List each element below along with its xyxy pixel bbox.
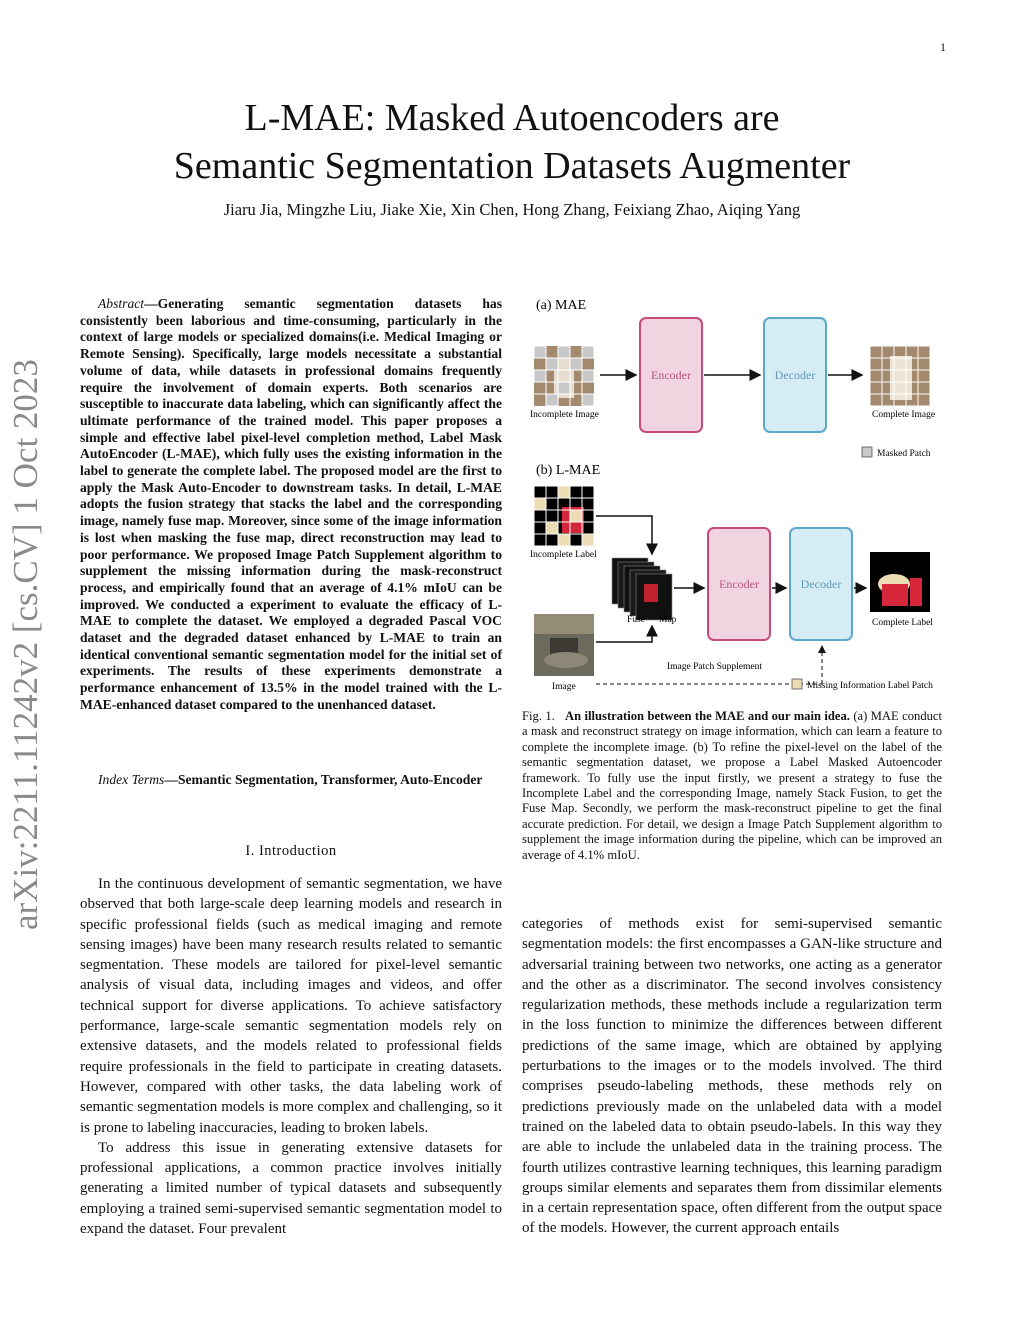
image-label: Image xyxy=(552,682,576,692)
title-line-1: L-MAE: Masked Autoencoders are xyxy=(244,97,780,139)
incomplete-label-grid xyxy=(534,486,594,546)
intro-paragraph-2: To address this issue in generating extensive datasets for professional applications, a common practice involves initially generating a limited number of typical datasets and subsequently employing a trained semi-supervised semantic segmentation model to expand the dataset. Four prevalent xyxy=(80,1139,502,1238)
caption-bold: An illustration between the MAE and our main idea. xyxy=(565,709,850,723)
page-number: 1 xyxy=(940,40,946,54)
intro-paragraph-1: In the continuous development of semantic segmentation, we have observed that both large-scale deep learning models and research in specific professional fields (such as medical imaging and remote sensing images) have been many research results related to semantic segmentation. These models are tailored for pixel-level semantic analysis of visual data, including images and videos, and offer technical support for diverse applications. To achieve satisfactory performance, large-scale semantic segmentation models rely on extensive datasets, and the models related to professional fields require professionals in the field to participate in creating datasets. However, compared with other tasks, the data labeling work of semantic segmentation models is more complex and challenging, so it is prone to labeling inaccuracies, leading to broken labels. xyxy=(80,876,502,1136)
caption-label: Fig. 1. xyxy=(522,709,555,723)
figure-caption xyxy=(522,709,942,863)
image-patch-supplement-label: Image Patch Supplement xyxy=(667,662,762,672)
index-terms xyxy=(80,772,502,789)
map-label: Map xyxy=(659,615,677,625)
encoder-label-a: Encoder xyxy=(651,368,691,382)
caption-text: (a) MAE conduct a mask and reconstruct strategy on image information, which can learn a feature to complete the incomplete image. (b) To refine the pixel-level on the label of the semantic segmentation dataset, we propose a Label Masked Autoencoder framework. To fully use the input firstly, we present a strategy to fuse the Incomplete Label and the corresponding Image, namely Stack Fusion, to get the Fuse Map. Secondly, we perform the mask-reconstruct pipeline to get the final accurate prediction. For detail, we design a Image Patch Supplement algorithm to supplement the image information during the pipeline, which can be improved an average of 4.1% mIoU. xyxy=(522,709,942,862)
fuse-map-stack xyxy=(612,558,672,620)
figure-1 xyxy=(522,292,942,697)
arxiv-identifier: arXiv:2211.11242v2 [cs.CV] 1 Oct 2023 xyxy=(6,359,45,930)
complete-label-image xyxy=(870,552,930,612)
abstract-text: —Generating semantic segmentation datasets has consistently been laborious and time-consuming, particularly in the context of large models or specialized domains(i.e. Medical Imaging or Remote Sensing). Specifically, large models necessitate a substantial volume of data, while datasets in professional domains frequently require the involvement of domain experts. Both scenarios are susceptible to inaccurate data labeling, which can significantly affect the ultimate performance of the trained model. This paper proposes a simple and effective label pixel-level completion method, Label Mask AutoEncoder (L-MAE), which fully uses the existing information in the label to generate the complete label. The proposed model are the first to apply the Mask Auto-Encoder to downstream tasks. In detail, L-MAE adopts the fusion strategy that stacks the label and the corresponding image, namely fuse map. Moreover, since some of the image information is lost when masking the fuse map, direct reconstruction may lead to poor performance. We proposed Image Patch Supplement algorithm to supplement the missing information during the mask-reconstruct process, and empirically found that an average of 4.1% mIoU can be improved. We conducted a experiment to evaluate the efficacy of L-MAE to complete the dataset. We employed a degraded Pascal VOC dataset and the degraded dataset enhanced by L-MAE to train an identical conventional semantic segmentation model for the initial set of experiments. The results of these experiments demonstrate a performance enhancement of 13.5% in the model trained with the L-MAE-enhanced dataset compared to the unenhanced dataset. xyxy=(80,296,502,712)
authors: Jiaru Jia, Mingzhe Liu, Jiake Xie, Xin Chen, Hong Zhang, Feixiang Zhao, Aiqing Yang xyxy=(223,200,801,219)
paper-title xyxy=(0,94,1024,190)
incomplete-label-label: Incomplete Label xyxy=(530,550,597,560)
fuse-label: Fuse xyxy=(627,615,645,625)
title-line-2: Semantic Segmentation Datasets Augmenter xyxy=(173,145,851,187)
abstract-label: Abstract xyxy=(98,296,145,311)
decoder-label-a: Decoder xyxy=(774,368,816,382)
right-column-paragraph: categories of methods exist for semi-supervised semantic segmentation models: the first encompasses a GAN-like structure and adversarial training between two networks, one acting as a generator and the other as a discriminator. The second involves consistency regularization methods, these methods include a regularization term in the loss function to minimize the differences between different predictions of the same image, which are obtained by applying perturbations to the images or to the models involved. The third comprises pseudo-labeling methods, these methods rely on predictions previously made on the unlabeled data with a model trained on the labeled data to obtain pseudo-labels. In this way they are able to include the unlabeled data in the training process. The fourth utilizes contrastive learning techniques, this learning paradigm groups similar elements and separates them from dissimilar elements in a certain representation space, often different from the output space of the models. However, the current approach entails xyxy=(522,916,942,1237)
incomplete-image-grid xyxy=(534,346,594,406)
masked-patch-swatch xyxy=(862,447,872,457)
input-image xyxy=(534,614,594,676)
missing-info-swatch xyxy=(792,679,802,689)
right-column-body xyxy=(522,914,942,1239)
missing-info-label: Missing Information Label Patch xyxy=(807,681,933,691)
abstract xyxy=(80,296,502,714)
panel-b-label: (b) L-MAE xyxy=(536,463,601,478)
decoder-label-b: Decoder xyxy=(800,577,842,591)
introduction-body xyxy=(80,874,502,1239)
complete-label-label: Complete Label xyxy=(872,618,933,628)
incomplete-image-label: Incomplete Image xyxy=(530,410,599,420)
encoder-label-b: Encoder xyxy=(719,577,759,591)
index-terms-label: Index Terms xyxy=(98,772,165,787)
complete-image-grid xyxy=(870,346,930,406)
section-heading: I. Introduction xyxy=(245,843,337,859)
index-terms-text: —Semantic Segmentation, Transformer, Auto-Encoder xyxy=(164,772,483,787)
complete-image-label: Complete Image xyxy=(872,410,936,420)
panel-a-label: (a) MAE xyxy=(536,298,587,313)
masked-patch-label: Masked Patch xyxy=(877,449,931,459)
